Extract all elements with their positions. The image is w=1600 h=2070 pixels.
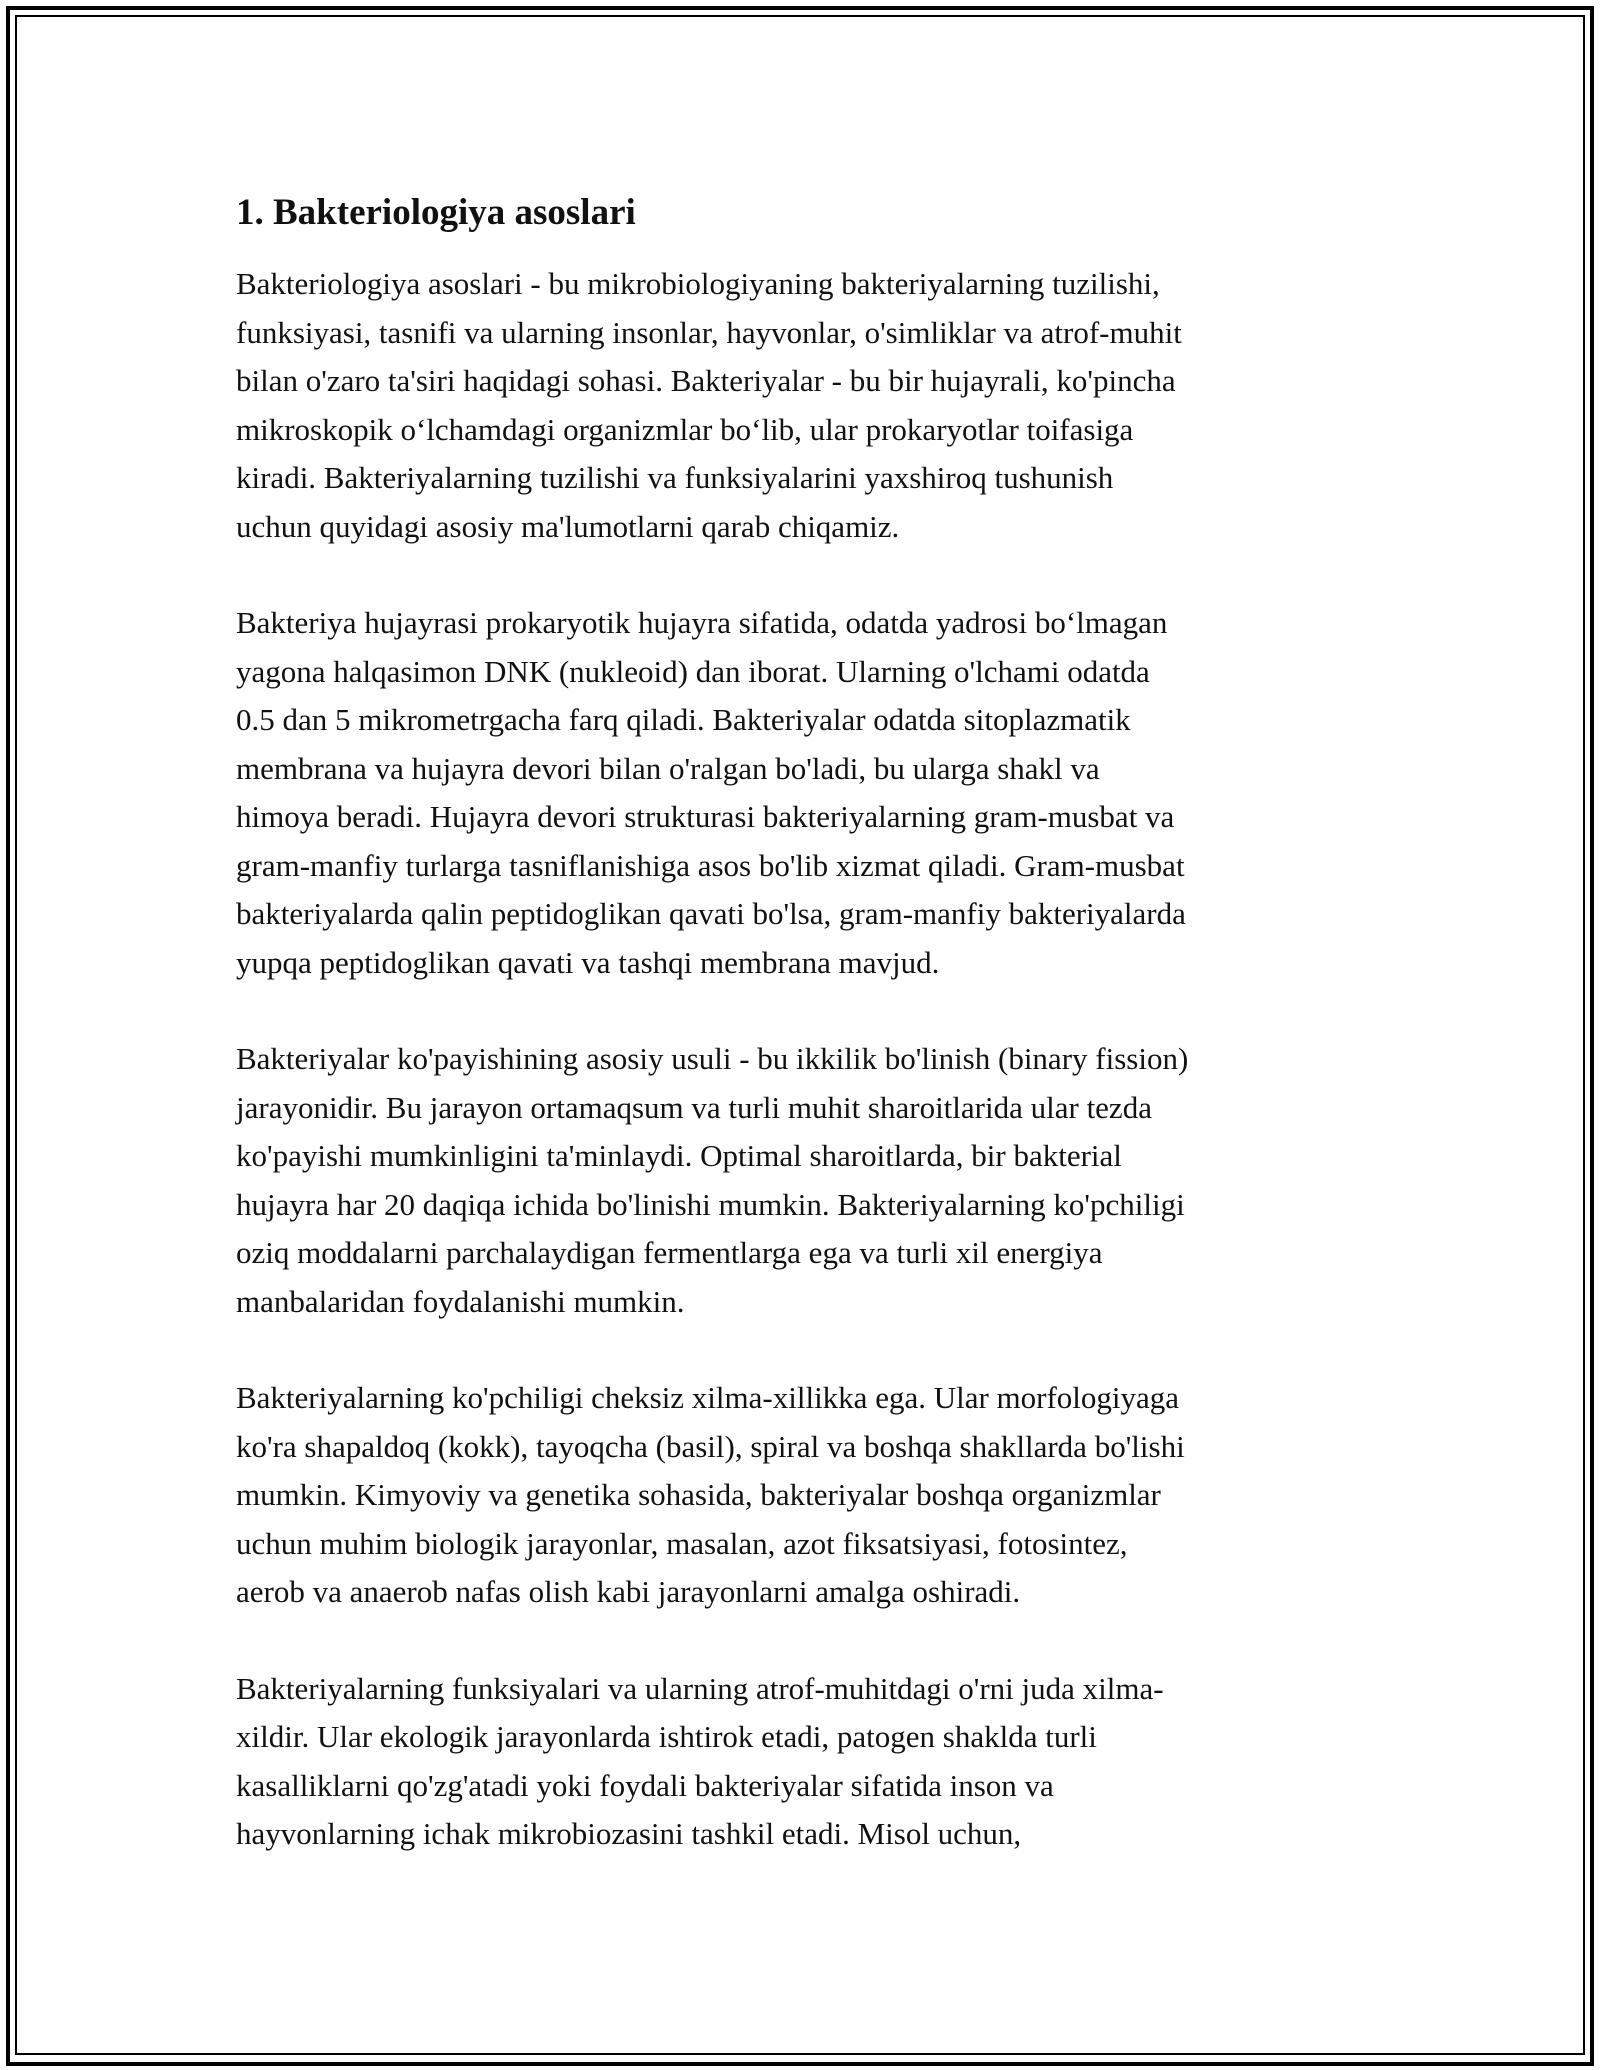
text-line: mikroskopik o‘lchamdagi organizmlar bo‘lib, ular prokaryotlar toifasiga — [236, 411, 1134, 447]
paragraph-diversity — [236, 1374, 1376, 1617]
text-line: yupqa peptidoglikan qavati va tashqi membrana mavjud. — [236, 944, 940, 980]
text-line: hujayra har 20 daqiqa ichida bo'linishi mumkin. Bakteriyalarning ko'pchiligi — [236, 1186, 1185, 1222]
paragraph-cell-structure — [236, 599, 1376, 987]
text-line: Bakteriya hujayrasi prokaryotik hujayra sifatida, odatda yadrosi bo‘lmagan — [236, 605, 1168, 640]
text-line: gram-manfiy turlarga tasniflanishiga asos bo'lib xizmat qiladi. Gram-musbat — [236, 847, 1185, 883]
text-line: kasalliklarni qo'zg'atadi yoki foydali bakteriyalar sifatida inson va — [236, 1767, 1054, 1803]
text-line: ko'ra shapaldoq (kokk), tayoqcha (basil), spiral va boshqa shakllarda bo'lishi — [236, 1428, 1185, 1464]
text-line: Bakteriyalarning ko'pchiligi cheksiz xilma-xillikka ega. Ular morfologiyaga — [236, 1380, 1180, 1415]
paragraph-functions — [236, 1665, 1376, 1859]
text-line: funksiyasi, tasnifi va ularning insonlar, hayvonlar, o'simliklar va atrof-muhit — [236, 314, 1182, 350]
text-line: 0.5 dan 5 mikrometrgacha farq qiladi. Bakteriyalar odatda sitoplazmatik — [236, 702, 1131, 737]
text-line: uchun quyidagi asosiy ma'lumotlarni qarab chiqamiz. — [236, 508, 900, 544]
text-line: himoya beradi. Hujayra devori strukturasi bakteriyalarning gram-musbat va — [236, 799, 1175, 834]
text-line: Bakteriyalar ko'payishining asosiy usuli - bu ikkilik bo'linish (binary fission) — [236, 1041, 1189, 1076]
text-line: jarayonidir. Bu jarayon ortamaqsum va turli muhit sharoitlarida ular tezda — [236, 1089, 1152, 1125]
text-line: Bakteriyalarning funksiyalari va ularning atrof-muhitdagi o'rni juda xilma- — [236, 1670, 1164, 1706]
text-line: aerob va anaerob nafas olish kabi jarayonlarni amalga oshiradi. — [236, 1574, 1021, 1609]
text-line: manbalaridan foydalanishi mumkin. — [236, 1283, 685, 1319]
paragraph-reproduction — [236, 1035, 1376, 1326]
text-line: xildir. Ular ekologik jarayonlarda ishtirok etadi, patogen shaklda turli — [236, 1719, 1097, 1754]
text-line: Bakteriologiya asoslari - bu mikrobiologiyaning bakteriyalarning tuzilishi, — [236, 266, 1160, 301]
text-line: bilan o'zaro ta'siri haqidagi sohasi. Bakteriyalar - bu bir hujayrali, ko'pincha — [236, 363, 1176, 398]
text-line: mumkin. Kimyoviy va genetika sohasida, bakteriyalar boshqa organizmlar — [236, 1477, 1161, 1512]
section-heading: 1. Bakteriologiya asoslari — [236, 192, 636, 233]
text-line: membrana va hujayra devori bilan o'ralgan bo'ladi, bu ularga shakl va — [236, 750, 1100, 786]
document-body — [236, 188, 1376, 1907]
paragraph-intro — [236, 260, 1376, 551]
text-line: bakteriyalarda qalin peptidoglikan qavati bo'lsa, gram-manfiy bakteriyalarda — [236, 896, 1186, 931]
text-line: uchun muhim biologik jarayonlar, masalan, azot fiksatsiyasi, fotosintez, — [236, 1525, 1128, 1561]
text-line: oziq moddalarni parchalaydigan fermentlarga ega va turli xil energiya — [236, 1235, 1103, 1270]
text-line: hayvonlarning ichak mikrobiozasini tashkil etadi. Misol uchun, — [236, 1816, 1022, 1851]
text-line: kiradi. Bakteriyalarning tuzilishi va funksiyalarini yaxshiroq tushunish — [236, 460, 1114, 495]
text-line: ko'payishi mumkinligini ta'minlaydi. Optimal sharoitlarda, bir bakterial — [236, 1138, 1122, 1173]
text-line: yagona halqasimon DNK (nukleoid) dan iborat. Ularning o'lchami odatda — [236, 653, 1150, 689]
